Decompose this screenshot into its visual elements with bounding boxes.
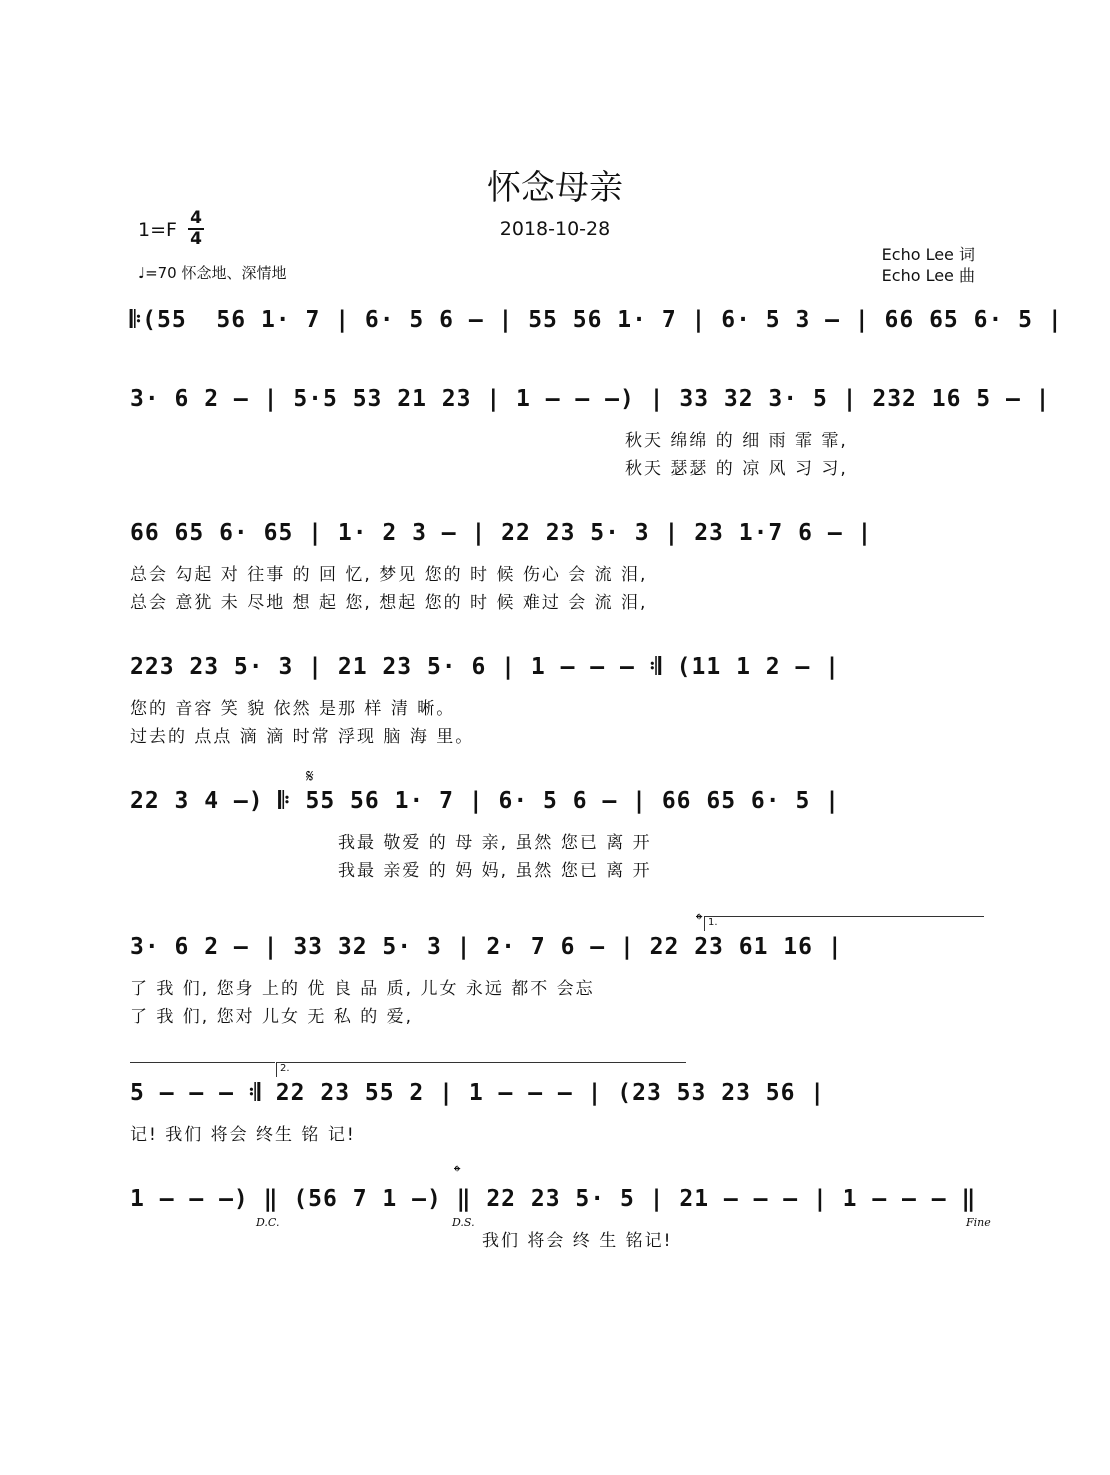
coda-sign: 𝄌	[696, 910, 703, 931]
notation-line: 𝄆(55 56 1· 7 | 6· 5 6 – | 55 56 1· 7 | 6· 5 3 – | 66 65 6· 5 |	[130, 307, 1063, 333]
notation-line: 1 – – –) ‖ (56 7 1 –) ‖ 22 23 5· 5 | 21 – – – | 1 – – – ‖	[130, 1186, 977, 1212]
coda-sign: 𝄌	[454, 1162, 461, 1183]
fine-marking: Fine	[966, 1216, 991, 1229]
lyric-verse-1: 我们 将会 终 生 铭记!	[482, 1231, 673, 1251]
tempo-marking: ♩=70 怀念地、深情地	[138, 264, 287, 282]
score-row-2	[130, 386, 1051, 479]
notation-line: 66 65 6· 65 | 1· 2 3 – | 22 23 5· 3 | 23 1·7 6 – |	[130, 520, 873, 546]
time-signature	[188, 210, 204, 248]
key-signature: 1=F	[138, 219, 177, 241]
lyric-verse-1: 记! 我们 将会 终生 铭 记!	[130, 1125, 356, 1145]
lyric-verse-1: 总会 勾起 对 往事 的 回 忆, 梦见 您的 时 候 伤心 会 流 泪,	[130, 565, 648, 585]
lyric-verse-2: 总会 意犹 未 尽地 想 起 您, 想起 您的 时 候 难过 会 流 泪,	[130, 593, 648, 613]
notation-line: 5 – – – 𝄇 22 23 55 2 | 1 – – – | (23 53 23 56 |	[130, 1080, 826, 1106]
score-row-6	[130, 910, 980, 1027]
volta-2-bracket: 2.	[276, 1062, 686, 1077]
ds-marking: D.S.	[452, 1216, 475, 1229]
score-row-1	[130, 307, 1063, 351]
lyric-verse-2: 我最 亲爱 的 妈 妈, 虽然 您已 离 开	[338, 861, 652, 881]
lyric-verse-2: 过去的 点点 滴 滴 时常 浮现 脑 海 里。	[130, 727, 475, 747]
lyric-verse-2: 了 我 们, 您对 儿女 无 私 的 爱,	[130, 1007, 414, 1027]
score-row-7	[130, 1063, 980, 1145]
composer-credit: Echo Lee 曲	[881, 266, 975, 285]
lyric-verse-1: 秋天 绵绵 的 细 雨 霏 霏,	[625, 431, 848, 451]
score-row-4	[130, 654, 980, 747]
notation-line: 22 3 4 –) 𝄆 55 56 1· 7 | 6· 5 6 – | 66 65 6· 5 |	[130, 788, 840, 814]
lyric-verse-1: 我最 敬爱 的 母 亲, 虽然 您已 离 开	[338, 833, 652, 853]
segno-sign: 𝄋	[306, 766, 314, 787]
volta-1-continuation	[130, 1062, 275, 1077]
lyric-verse-1: 您的 音容 笑 貌 依然 是那 样 清 晰。	[130, 699, 456, 719]
notation-line: 3· 6 2 – | 5·5 53 21 23 | 1 – – –) | 33 32 3· 5 | 232 16 5 – |	[130, 386, 1051, 412]
time-signature-top: 4	[190, 208, 202, 228]
lyricist-credit: Echo Lee 词	[881, 245, 975, 264]
notation-line: 3· 6 2 – | 33 32 5· 3 | 2· 7 6 – | 22 23 61 16 |	[130, 934, 843, 960]
song-title: 怀念母亲	[487, 168, 623, 208]
lyric-verse-1: 了 我 们, 您身 上的 优 良 品 质, 儿女 永远 都不 会忘	[130, 979, 595, 999]
song-date: 2018-10-28	[499, 218, 611, 240]
score-row-3	[130, 520, 980, 613]
dc-marking: D.C.	[256, 1216, 280, 1229]
score-row-8	[130, 1162, 991, 1251]
time-signature-bottom: 4	[190, 229, 202, 249]
notation-line: 223 23 5· 3 | 21 23 5· 6 | 1 – – – 𝄇 (11 1 2 – |	[130, 654, 840, 680]
lyric-verse-2: 秋天 瑟瑟 的 凉 风 习 习,	[625, 459, 848, 479]
volta-1-bracket: 1.	[704, 916, 984, 931]
score-row-5	[130, 766, 980, 881]
